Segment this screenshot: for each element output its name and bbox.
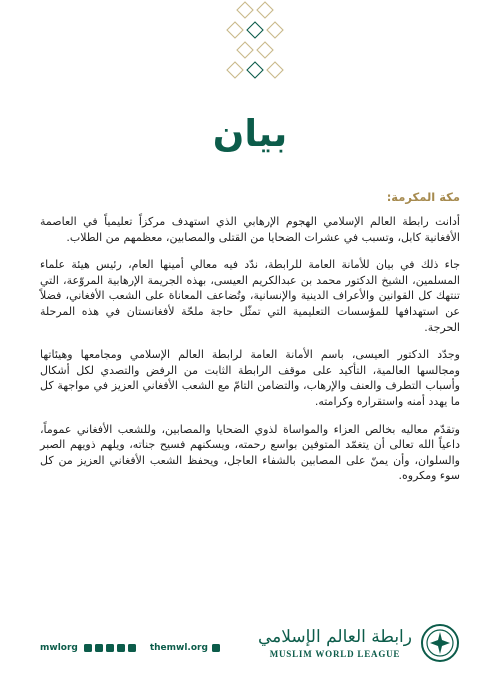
emblem-icon [420,623,460,663]
globe-icon [212,644,220,652]
statement-body [40,190,460,496]
website-link[interactable]: themwl.org [149,643,208,653]
paragraph: وجدّد الدكتور العيسى، باسم الأمانة العامة لرابطة العالم الإسلامي ومجامعها وهيئاتها ومجالسها العالمية، التأكيد على موقف الرابطة الثابت من الرفض والتصدي لكل أشكال وأسباب التطرف والعنف والإرهاب، والتضامن التامّ مع الشعب الأفغاني العزيز في مواجهة كل ما يهدد أمنه واستقراره وكرامته. [40,348,460,408]
mwl-logo [258,623,460,663]
social-handle[interactable]: mwlorg [40,643,78,653]
paragraph: وتقدّم معاليه بخالص العزاء والمواساة لذوي الضحايا والمصابين، وللشعب الأفغاني عموماً، داعياً الله تعالى أن يتغمّد المتوفين بواسع رحمته، ويسكنهم فسيح جناته، ويلهم ذويهم الصبر والسلوان، وأن يمنّ على المصابين بالشفاء العاجل، ويحفظ الشعب الأفغاني العزيز من كل سوء ومكروه. [40,422,460,483]
page-title: بيان [212,112,288,155]
snapchat-icon[interactable] [128,644,136,652]
logo-english: MUSLIM WORLD LEAGUE [269,649,401,659]
footer [0,615,500,680]
paragraph: أدانت رابطة العالم الإسلامي الهجوم الإرهابي الذي استهدف مركزاً تعليمياً في العاصمة الأفغانية كابل، وتسبب في عشرات الضحايا من القتلى والمصابين، معظمهم من الطلاب. [40,215,460,244]
paragraph: جاء ذلك في بيان للأمانة العامة للرابطة، ندّد فيه معالي أمينها العام، رئيس هيئة علماء المسلمين، الشيخ الدكتور محمد بن عبدالكريم العيسى، بهذه الجريمة الإرهابية المروّعة، التي تنتهك كل القوانين والأعراف الدينية والإنسانية، وتُضاعف المعاناة على الشعب الأفغاني، فضلاً عن استهدافها للمؤسسات التعليمية التي تمثّل حاجة ملحّة لأفغانستان في هذه المرحلة الحرجة. [40,258,460,334]
instagram-icon[interactable] [117,644,125,652]
facebook-icon[interactable] [106,644,114,652]
dateline: مكة المكرمة: [386,190,460,204]
youtube-icon[interactable] [95,644,103,652]
logo-arabic: رابطة العالم الإسلامي [257,627,412,647]
social-icons [84,644,136,652]
footer-social [40,643,220,653]
twitter-icon[interactable] [84,644,92,652]
decorative-pattern [208,0,294,92]
